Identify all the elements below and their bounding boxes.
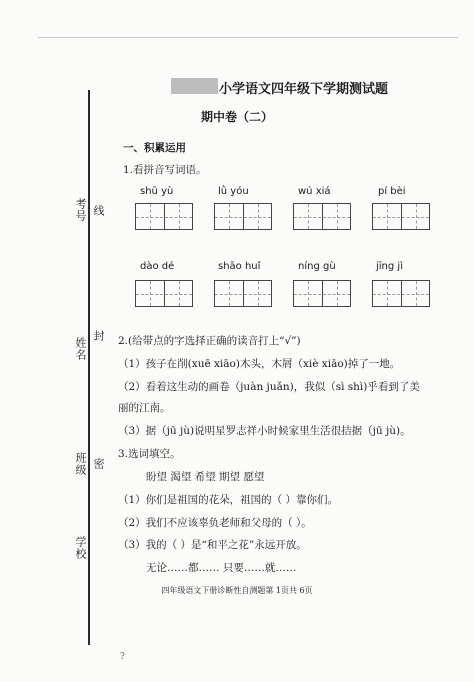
- word-bank: 盼望 渴望 希望 期望 愿望: [146, 471, 265, 483]
- question-2-1: （1）孩子在削(xuē xiāo)木头，木屑（xiè xiāo)掉了一地。: [118, 358, 401, 370]
- pinyin-6: shāo huǐ: [218, 261, 261, 272]
- pinyin-2: lǜ yóu: [218, 186, 249, 197]
- writing-grid[interactable]: [135, 203, 193, 230]
- question-2-2-continued: 丽的江南。: [118, 402, 171, 414]
- bottom-mark: ?: [120, 652, 125, 662]
- writing-grid[interactable]: [135, 280, 193, 307]
- top-border-line: [38, 37, 458, 38]
- pinyin-4: pí bèi: [378, 186, 406, 197]
- margin-label-exam-number: 考号: [74, 198, 87, 222]
- page-title: 小学语文四年级下学期测试题: [219, 82, 389, 97]
- writing-grid[interactable]: [372, 280, 430, 307]
- question-1: 1.看拼音写词语。: [123, 164, 207, 176]
- question-2-2: （2）看着这生动的画卷（juàn juǎn)，我似（sì shì)乎看到了美: [118, 381, 420, 393]
- binding-line: [88, 90, 90, 645]
- pinyin-3: wú xiá: [298, 186, 331, 197]
- pinyin-1: shū yù: [140, 186, 174, 197]
- section-heading: 一、积累运用: [123, 142, 186, 154]
- pinyin-8: jīng jì: [376, 261, 403, 272]
- margin-label-line: 线: [92, 205, 105, 217]
- question-3-1: （1）你们是祖国的花朵，祖国的（ ）靠你们。: [118, 494, 339, 506]
- margin-label-school: 学校: [74, 536, 87, 560]
- question-2-3: （3）据（jū jù)说明星罗志祥小时候家里生活很拮据（jū jù)。: [118, 425, 411, 437]
- question-3-3: （3）我的（ ）是“和平之花”永远开放。: [118, 539, 307, 551]
- pinyin-5: dào dé: [140, 261, 175, 272]
- question-3-4: 无论……都…… 只要……就……: [146, 562, 297, 574]
- margin-label-seal: 封: [92, 330, 105, 342]
- margin-label-secret: 密: [92, 458, 105, 470]
- writing-grid[interactable]: [372, 203, 430, 230]
- margin-label-name: 姓名: [74, 337, 87, 361]
- question-3-2: （2）我们不应该辜负老师和父母的（ ）。: [118, 517, 312, 529]
- margin-label-class: 班级: [74, 452, 87, 476]
- writing-grid[interactable]: [214, 203, 272, 230]
- page-footer: 四年级语文下册诊断性自测题第 1页共 6页: [161, 586, 313, 595]
- writing-grid[interactable]: [293, 203, 351, 230]
- question-3: 3.选词填空。: [118, 448, 181, 460]
- writing-grid[interactable]: [214, 280, 272, 307]
- redacted-block: [171, 78, 218, 94]
- writing-grid[interactable]: [293, 280, 351, 307]
- page-subtitle: 期中卷（二）: [200, 110, 273, 124]
- pinyin-7: níng gù: [298, 261, 336, 272]
- question-2: 2.(给带点的字选择正确的读音打上“√”): [118, 335, 301, 347]
